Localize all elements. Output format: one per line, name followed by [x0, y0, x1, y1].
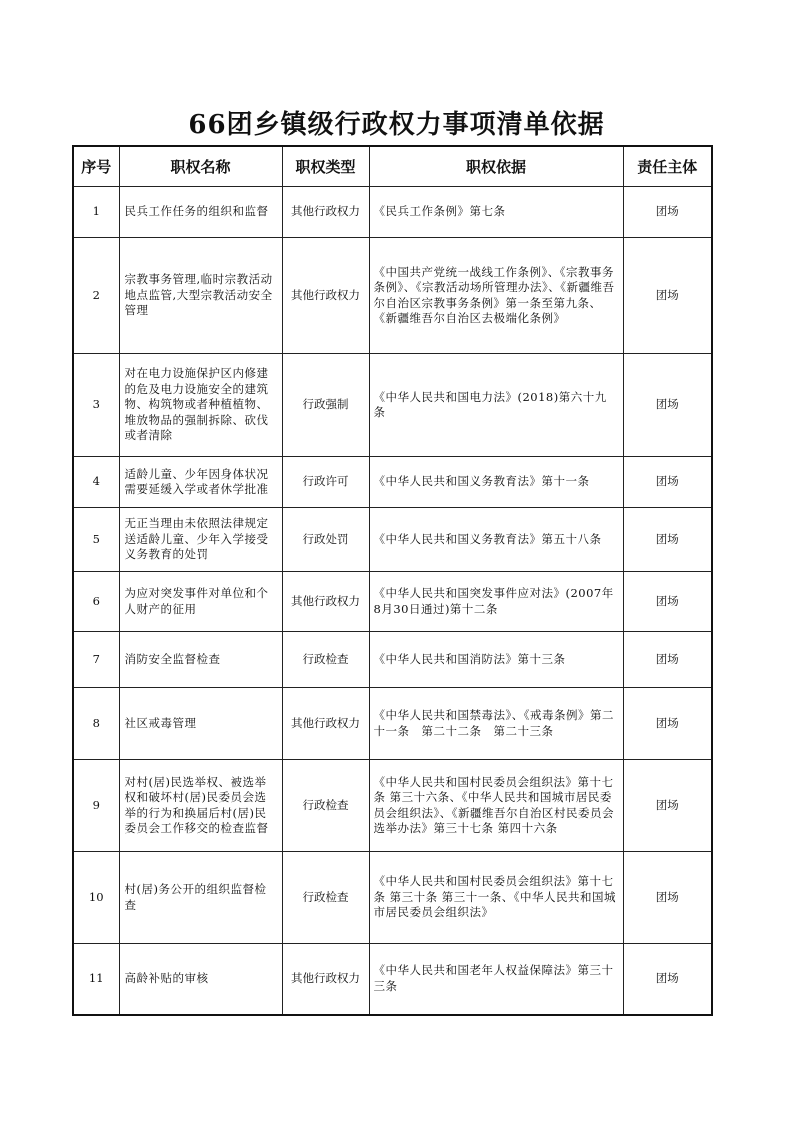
cell-power-type: 行政强制 [282, 354, 369, 457]
cell-power-type: 其他行政权力 [282, 688, 369, 760]
cell-responsible-entity: 团场 [623, 632, 712, 688]
cell-power-name: 无正当理由未依照法律规定送适龄儿童、少年入学接受义务教育的处罚 [119, 508, 282, 572]
cell-power-basis: 《中华人民共和国消防法》第十三条 [369, 632, 623, 688]
cell-serial: 4 [73, 457, 119, 508]
cell-power-basis: 《中华人民共和国义务教育法》第五十八条 [369, 508, 623, 572]
cell-power-type: 行政检查 [282, 760, 369, 852]
cell-responsible-entity: 团场 [623, 238, 712, 354]
cell-power-basis: 《中华人民共和国义务教育法》第十一条 [369, 457, 623, 508]
cell-power-name: 社区戒毒管理 [119, 688, 282, 760]
table-row [73, 457, 712, 508]
cell-serial: 1 [73, 187, 119, 238]
cell-power-name: 宗教事务管理,临时宗教活动地点监管,大型宗教活动安全管理 [119, 238, 282, 354]
cell-power-type: 行政许可 [282, 457, 369, 508]
cell-responsible-entity: 团场 [623, 187, 712, 238]
cell-power-type: 行政处罚 [282, 508, 369, 572]
cell-responsible-entity: 团场 [623, 852, 712, 944]
table-row [73, 944, 712, 1015]
cell-power-basis: 《中华人民共和国禁毒法》、《戒毒条例》第二十一条 第二十二条 第二十三条 [369, 688, 623, 760]
cell-power-basis: 《民兵工作条例》第七条 [369, 187, 623, 238]
cell-power-name: 高龄补贴的审核 [119, 944, 282, 1015]
cell-power-name: 对村(居)民选举权、被选举权和破坏村(居)民委员会选举的行为和换届后村(居)民委员会工作移交的检查监督 [119, 760, 282, 852]
cell-power-type: 行政检查 [282, 852, 369, 944]
cell-serial: 3 [73, 354, 119, 457]
table-row [73, 852, 712, 944]
cell-power-basis: 《中华人民共和国村民委员会组织法》第十七条 第三十条 第三十一条、《中华人民共和国城市居民委员会组织法》 [369, 852, 623, 944]
cell-responsible-entity: 团场 [623, 760, 712, 852]
cell-responsible-entity: 团场 [623, 508, 712, 572]
table-row [73, 632, 712, 688]
cell-power-basis: 《中华人民共和国村民委员会组织法》第十七条 第三十六条、《中华人民共和国城市居民委员会组织法》、《新疆维吾尔自治区村民委员会选举办法》第三十七条 第四十六条 [369, 760, 623, 852]
header-responsible-entity: 责任主体 [623, 146, 712, 187]
cell-power-basis: 《中华人民共和国突发事件应对法》(2007年8月30日通过)第十二条 [369, 572, 623, 632]
cell-power-type: 行政检查 [282, 632, 369, 688]
cell-power-type: 其他行政权力 [282, 572, 369, 632]
cell-power-name: 对在电力设施保护区内修建的危及电力设施安全的建筑物、构筑物或者种植植物、堆放物品的强制拆除、砍伐或者清除 [119, 354, 282, 457]
cell-power-name: 适龄儿童、少年因身体状况需要延缓入学或者休学批准 [119, 457, 282, 508]
cell-serial: 11 [73, 944, 119, 1015]
header-power-name: 职权名称 [119, 146, 282, 187]
cell-serial: 9 [73, 760, 119, 852]
cell-power-type: 其他行政权力 [282, 187, 369, 238]
cell-serial: 2 [73, 238, 119, 354]
header-power-basis: 职权依据 [369, 146, 623, 187]
cell-responsible-entity: 团场 [623, 354, 712, 457]
table-row [73, 688, 712, 760]
cell-power-basis: 《中华人民共和国电力法》(2018)第六十九条 [369, 354, 623, 457]
cell-power-type: 其他行政权力 [282, 238, 369, 354]
cell-serial: 8 [73, 688, 119, 760]
table-row [73, 760, 712, 852]
table-row [73, 187, 712, 238]
cell-responsible-entity: 团场 [623, 688, 712, 760]
cell-serial: 7 [73, 632, 119, 688]
cell-power-name: 消防安全监督检查 [119, 632, 282, 688]
cell-power-name: 民兵工作任务的组织和监督 [119, 187, 282, 238]
cell-serial: 10 [73, 852, 119, 944]
table-row [73, 354, 712, 457]
header-power-type: 职权类型 [282, 146, 369, 187]
document-title: 66团乡镇级行政权力事项清单依据 [188, 110, 605, 140]
power-list-table [72, 145, 713, 1016]
table-header-row [73, 146, 712, 187]
cell-power-basis: 《中国共产党统一战线工作条例》、《宗教事务条例》、《宗教活动场所管理办法》、《新疆维吾尔自治区宗教事务条例》第一条至第九条、《新疆维吾尔自治区去极端化条例》 [369, 238, 623, 354]
cell-serial: 5 [73, 508, 119, 572]
cell-serial: 6 [73, 572, 119, 632]
cell-responsible-entity: 团场 [623, 944, 712, 1015]
cell-responsible-entity: 团场 [623, 572, 712, 632]
cell-responsible-entity: 团场 [623, 457, 712, 508]
table-row [73, 572, 712, 632]
cell-power-basis: 《中华人民共和国老年人权益保障法》第三十三条 [369, 944, 623, 1015]
table-row [73, 238, 712, 354]
header-serial: 序号 [73, 146, 119, 187]
cell-power-name: 村(居)务公开的组织监督检查 [119, 852, 282, 944]
cell-power-name: 为应对突发事件对单位和个人财产的征用 [119, 572, 282, 632]
cell-power-type: 其他行政权力 [282, 944, 369, 1015]
table-row [73, 508, 712, 572]
